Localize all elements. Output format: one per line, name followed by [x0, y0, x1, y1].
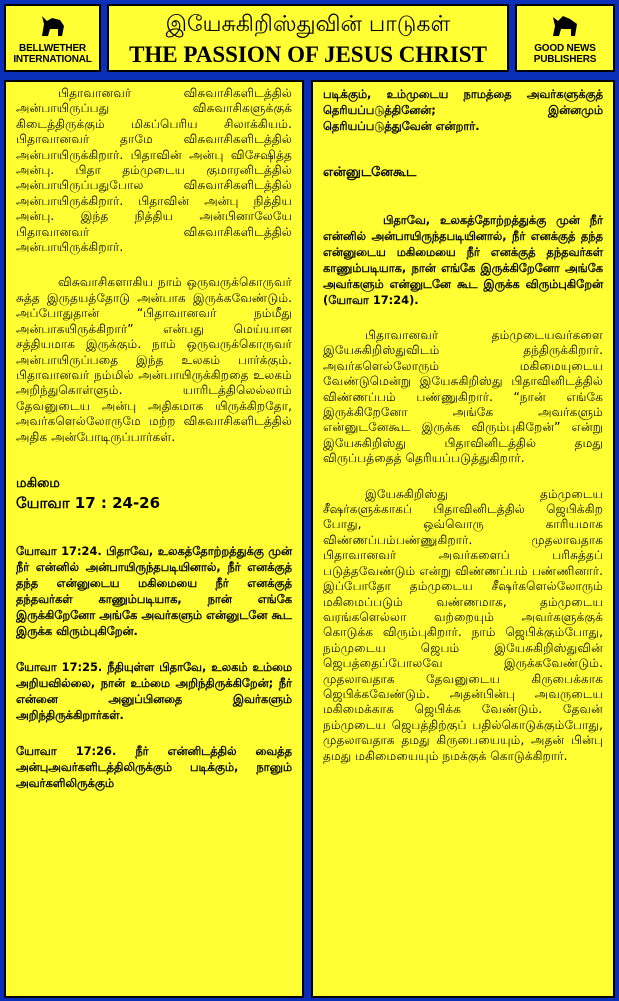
sheep-silhouette-icon	[550, 12, 580, 43]
right-paragraph-1: பிதாவானவர் தம்முடையவர்களை இயேசுகிறிஸ்துவிடம் தந்திருக்கிறார். அவர்களெல்லோரும் மகிமையுடைய வேண்டுமென்று இயேசுகிறிஸ்து பிதாவினிடத்தில் விண்ணப்பம் பண்ணுகிறார். “நான் எங்கே இருக்கிறேனோ அங்கே அவர்களும் என்னுடனேகூட இருக்க விரும்புகிறேன்” என்று இயேசுகிறிஸ்து பிதாவினிடத்தில் தமது விருப்பத்தைத் தெரியப்படுத்துகிறார்.	[323, 328, 603, 466]
good-news-logo	[515, 4, 615, 72]
left-paragraph-1: பிதாவானவர் விசுவாசிகளிடத்தில் அன்பாயிருப்பது விசுவாசிகளுக்குக் கிடைத்திருக்கும் மிகப்பெரிய சிலாக்கியம். பிதாவானவர் தாமே விசுவாசிகளிடத்தில் அன்பாயிருக்கிறார். பிதாவின் அன்பு விசேஷித்த அன்பு. பிதா தம்முடைய குமாரனிடத்தில் அன்பாயிருப்பதுபோல விசுவாசிகளிடத்தில் அன்பாயிருக்கிறார். பிதாவின் அன்பு நித்திய அன்பு. இந்த நித்திய அன்பினாலேயே பிதாவானவர் விசுவாசிகளிடத்தில் அன்பாயிருக்கிறார்.	[16, 86, 292, 255]
right-column	[311, 80, 615, 998]
verse-25: யோவா 17:25. நீதியுள்ள பிதாவே, உலகம் உம்மை அறியவில்லை, நான் உம்மை அறிந்திருக்கிறேன்; நீர் என்னை அனுப்பினதை இவர்களும் அறிந்திருக்கிறார்கள்.	[16, 659, 292, 722]
right-quote: பிதாவே, உலகத்தோற்றத்துக்கு முன் நீர் என்னில் அன்பாயிருந்தபடியினால், நீர் எனக்குத் தந்த என்னுடைய மகிமையை நீர் எனக்குத் தந்தவர்கள் காணும்படியாக, நான் எங்கே இருக்கிறேனோ அங்கே அவர்களும் என்னுடனே கூட இருக்க விரும்புகிறேன் (யோவா 17:24).	[323, 213, 603, 307]
right-heading: என்னுடனேகூட	[323, 165, 417, 180]
bellwether-logo	[4, 4, 101, 72]
bellwether-brand-text: BELLWETHER INTERNATIONAL	[13, 42, 92, 65]
left-column	[4, 80, 304, 998]
verse-26: யோவா 17:26. நீர் என்னிடத்தில் வைத்த அன்புஅவர்களிடத்திலிருக்கும் படிக்கும், நானும் அவர்களிலிருக்கும்	[16, 743, 292, 790]
verse-24: யோவா 17:24. பிதாவே, உலகத்தோற்றத்துக்கு முன் நீர் என்னில் அன்பாயிருந்தபடியினால், நீர் எனக்குத் தந்த என்னுடைய மகிமையை நீர் எனக்குத் தந்தவர்கள் காணும்படியாக, நான் எங்கே இருக்கிறேனோ அங்கே அவர்களும் என்னுடனே கூட இருக்க விரும்புகிறேன்.	[16, 543, 292, 638]
goat-silhouette-icon	[38, 12, 68, 43]
left-paragraph-2: விசுவாசிகளாகிய நாம் ஒருவருக்கொருவர் சுத்த இருதயத்தோடு அன்பாக இருக்கவேண்டும். அப்போதுதான் “பிதாவானவர் நம்மீது அன்பாகயிருக்கிறார்” என்பது மெய்யான சத்தியமாக இருக்கும். நாம் ஒருவருக்கொருவர் அன்பாயிருப்பதை இந்த உலகம் பார்க்கும். பிதாவானவர் நம்மில் அன்பாயிருக்கிறதை உலகம் அறிந்துகொள்ளும். யாரிடத்திலெல்லாம் தேவனுடைய அன்பு அதிகமாக யிருக்கிறதோ, அவர்களெல்லோருமே மற்ற விசுவாசிகளிடத்தில் அதிக அன்போடிருப்பார்கள்.	[16, 275, 292, 444]
section-reference: யோவா 17 : 24-26	[16, 493, 161, 512]
right-paragraph-2: இயேசுகிறிஸ்து தம்முடைய சீஷர்களுக்காகப் பிதாவினிடத்தில் ஜெபிக்கிற போது, ஒவ்வொரு காரியமாக விண்ணப்பம்பண்ணுகிறார். முதலாவதாக பிதாவானவர் அவர்களைப் பரிசுத்தப் படுத்தவேண்டும் என்று விண்ணப்பம் பண்ணினார். இப்போதோ தம்முடைய சீஷர்களெல்லோரும் மகிமைப்படும் வண்ணமாக, தம்முடைய வரங்களெல்லா வற்றையும் அவர்களுக்குக் கொடுக்க விரும்புகிறார். நாம் ஜெபிக்கும்போது, நம்முடைய ஜெபம் இயேசுகிறிஸ்துவின் ஜெபத்தைப்போலவே இருக்கவேண்டும். முதலாவதாக தேவனுடைய கிருபைக்காக ஜெபிக்கவேண்டும். அதன்பின்பு அவருடைய மகிமைக்காக ஜெபிக்க வேண்டும். தேவன் நம்முடைய ஜெபத்திற்குப் பதில்கொடுக்கும்போது, முதலாவதாக தமது கிருபையையும், அதன் பின்பு தமது மகிமையையும் நமக்குக் கொடுக்கிறார்.	[323, 486, 603, 763]
title-tamil: இயேசுகிறிஸ்துவின் பாடுகள்	[165, 12, 451, 37]
good-news-brand-text: GOOD NEWS PUBLISHERS	[533, 42, 597, 65]
verse-26-continued: படிக்கும், உம்முடைய நாமத்தை அவர்களுக்குத் தெரியப்படுத்தினேன்; இன்னமும் தெரியப்படுத்துவேன் என்றார்.	[323, 87, 603, 133]
section-heading: மகிமை	[16, 475, 60, 491]
title-banner	[107, 4, 509, 72]
title-english: THE PASSION OF JESUS CHRIST	[129, 42, 487, 67]
